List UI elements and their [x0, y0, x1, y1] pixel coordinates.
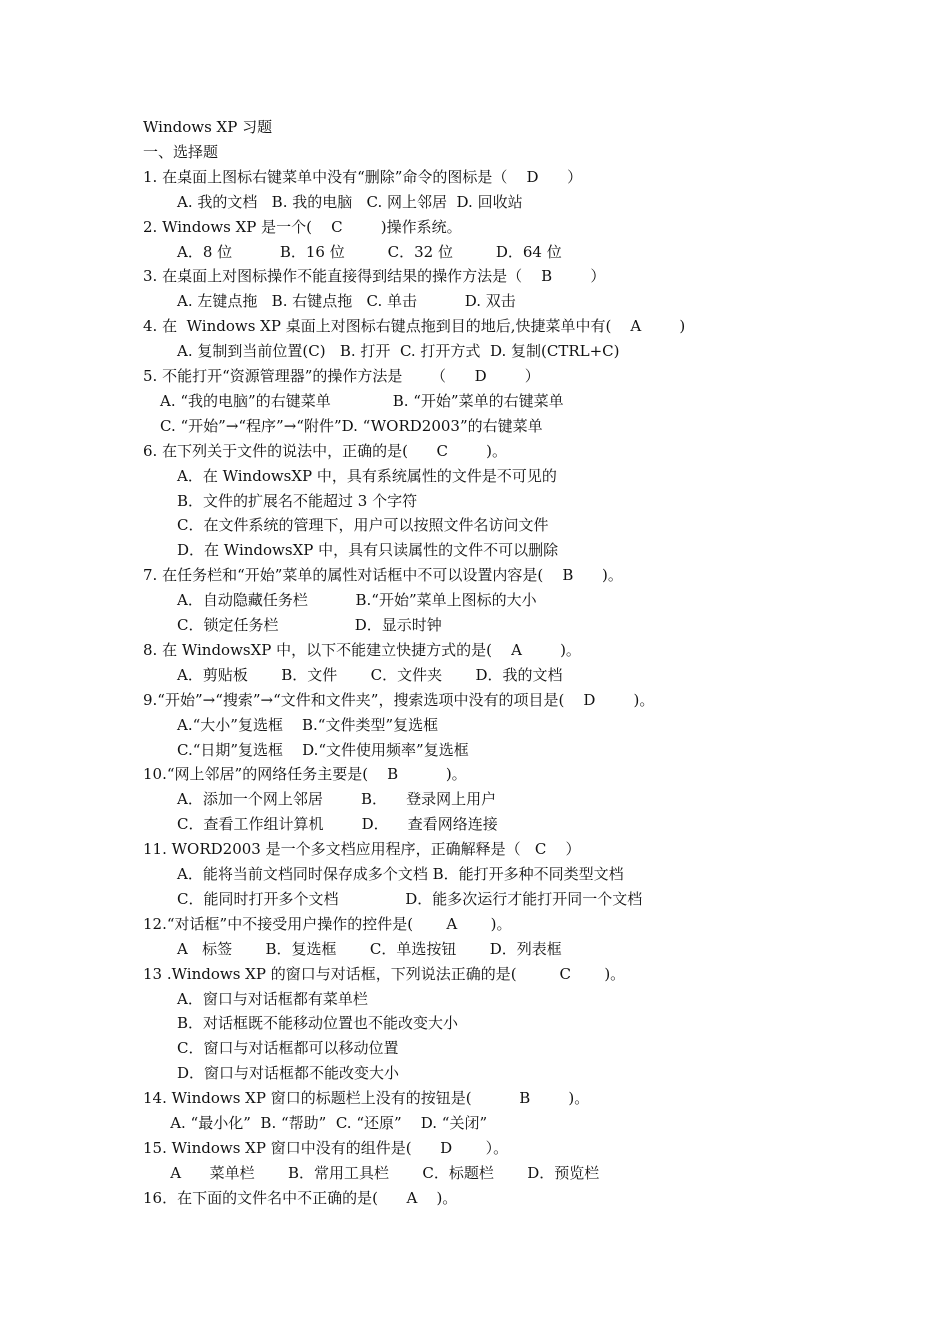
text-line: A．能将当前文档同时保存成多个文档 B．能打开多种不同类型文档 — [177, 865, 624, 883]
text-line: A 标签 B．复选框 C．单选按钮 D．列表框 — [177, 939, 562, 958]
text-line: C．在文件系统的管理下，用户可以按照文件名访问文件 — [177, 516, 549, 535]
text-line: C. “开始”→“程序”→“附件”D. “WORD2003”的右键菜单 — [160, 416, 543, 435]
text-line: B．文件的扩展名不能超过 3 个字符 — [177, 491, 418, 510]
text-line: 1. 在桌面上图标右键菜单中没有“删除”命令的图标是（ D ） — [143, 167, 583, 186]
text-line: 16．在下面的文件名中不正确的是( A )。 — [143, 1188, 458, 1207]
text-line: A．在 WindowsXP 中，具有系统属性的文件是不可见的 — [177, 466, 557, 485]
text-line: A 菜单栏 B．常用工具栏 C．标题栏 D．预览栏 — [170, 1163, 600, 1182]
text-line: 4. 在 Windows XP 桌面上对图标右键点拖到目的地后,快捷菜单中有( A ) — [143, 317, 686, 336]
text-line: 3. 在桌面上对图标操作不能直接得到结果的操作方法是（ B ） — [143, 267, 606, 286]
text-line: A．剪贴板 B．文件 C．文件夹 D．我的文档 — [177, 665, 563, 684]
text-line: 10.“网上邻居”的网络任务主要是( B )。 — [143, 765, 467, 784]
text-line: 14. Windows XP 窗口的标题栏上没有的按钮是( B )。 — [143, 1089, 590, 1108]
text-line: 2. Windows XP 是一个( C )操作系统。 — [143, 217, 462, 236]
text-line: A. “我的电脑”的右键菜单 B. “开始”菜单的右键菜单 — [160, 391, 564, 410]
text-line: A.“大小”复选框 B.“文件类型”复选框 — [177, 715, 439, 734]
text-line: A．添加一个网上邻居 B． 登录网上用户 — [177, 790, 497, 809]
text-line: D．在 WindowsXP 中，具有只读属性的文件不可以删除 — [177, 541, 559, 560]
text-line: A．窗口与对话框都有菜单栏 — [177, 989, 368, 1008]
text-line: 5. 不能打开“资源管理器”的操作方法是 （ D ） — [143, 367, 540, 385]
text-line: 一、选择题 — [143, 142, 219, 161]
text-line: D．窗口与对话框都不能改变大小 — [177, 1064, 400, 1083]
text-line: 12.“对话框”中不接受用户操作的控件是( A )。 — [143, 914, 512, 933]
text-line: 13 .Windows XP 的窗口与对话框，下列说法正确的是( C )。 — [143, 964, 626, 983]
text-line: C.“日期”复选框 D.“文件使用频率”复选框 — [177, 740, 469, 759]
text-line: A．8 位 B．16 位 C．32 位 D．64 位 — [177, 242, 562, 261]
text-line: 7. 在任务栏和“开始”菜单的属性对话框中不可以设置内容是( B )。 — [143, 566, 623, 585]
text-line: 15. Windows XP 窗口中没有的组件是( D ）。 — [143, 1138, 509, 1157]
text-line: A. 我的文档 B. 我的电脑 C. 网上邻居 D. 回收站 — [177, 192, 523, 211]
text-line: A．自动隐藏任务栏 B.“开始”菜单上图标的大小 — [177, 591, 537, 610]
text-line: C．查看工作组计算机 D． 查看网络连接 — [177, 815, 498, 834]
text-line: C．能同时打开多个文档 D．能多次运行才能打开同一个文档 — [177, 889, 643, 908]
text-line: 8. 在 WindowsXP 中，以下不能建立快捷方式的是( A )。 — [143, 640, 581, 659]
text-line: 9.“开始”→“搜索”→“文件和文件夹”，搜索选项中没有的项目是( D )。 — [143, 690, 655, 709]
text-line: Windows XP 习题 — [143, 118, 273, 136]
text-line: A. 复制到当前位置(C) B. 打开 C. 打开方式 D. 复制(CTRL+C) — [177, 342, 620, 361]
text-line: C．窗口与对话框都可以移动位置 — [177, 1039, 399, 1058]
text-line: A. 左键点拖 B. 右键点拖 C. 单击 D. 双击 — [177, 292, 516, 311]
text-line: 11. WORD2003 是一个多文档应用程序，正确解释是（ C ） — [143, 840, 581, 859]
text-line: C．锁定任务栏 D．显示时钟 — [177, 616, 442, 634]
text-line: B．对话框既不能移动位置也不能改变大小 — [177, 1014, 459, 1033]
text-line: 6. 在下列关于文件的说法中，正确的是( C )。 — [143, 441, 508, 460]
text-line: A. “最小化” B. “帮助” C. “还原” D. “关闭” — [170, 1114, 488, 1132]
